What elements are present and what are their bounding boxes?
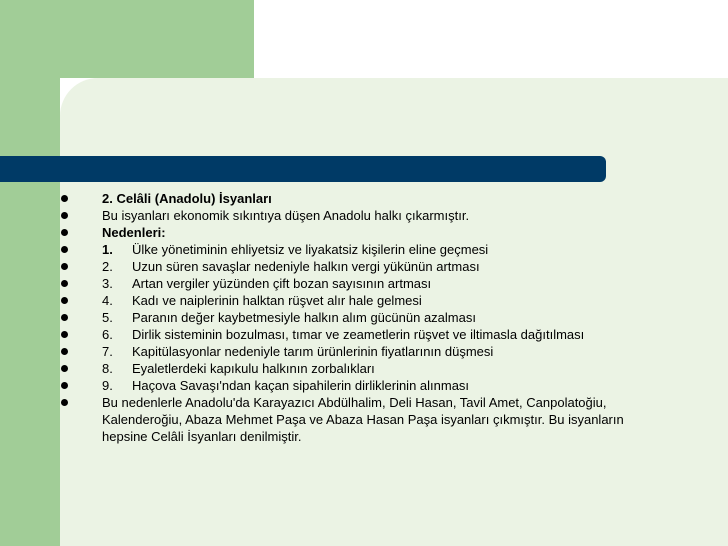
bullet-icon: [61, 212, 68, 219]
list-item-intro: [60, 207, 672, 224]
cause-text: Dirlik sisteminin bozulması, tımar ve zeametlerin rüşvet ve iltimasla dağıtılması: [132, 327, 585, 342]
cause-text: Artan vergiler yüzünden çift bozan sayısının artması: [132, 276, 432, 291]
cause-text: Eyaletlerdeki kapıkulu halkının zorbalıkları: [132, 361, 375, 376]
cause-number: 9.: [102, 378, 113, 393]
title-bar: [0, 156, 606, 182]
intro-text: Bu isyanları ekonomik sıkıntıya düşen Anadolu halkı çıkarmıştır.: [102, 208, 470, 223]
cause-number: 5.: [102, 310, 113, 325]
list-item-cause-8: [60, 360, 672, 377]
cause-text: Kadı ve naiplerinin halktan rüşvet alır hale gelmesi: [132, 293, 422, 308]
bullet-icon: [61, 263, 68, 270]
bullet-icon: [61, 382, 68, 389]
list-item-cause-5: [60, 309, 672, 326]
bullet-icon: [61, 297, 68, 304]
list-item-cause-3: [60, 275, 672, 292]
conclusion-text: Bu nedenlerle Anadolu'da Karayazıcı Abdülhalim, Deli Hasan, Tavil Amet, Canpolatoğiu, Kalenderoğiu, Abaza Mehmet Paşa ve Abaza Hasan Paşa isyanları çıkmıştır. Bu isyanların hepsine Celâli İsyanları denilmiştir.: [102, 395, 624, 444]
list-item-cause-7: [60, 343, 672, 360]
top-green-band: [0, 0, 254, 78]
cause-text: Haçova Savaşı'ndan kaçan sipahilerin dirliklerinin alınması: [132, 378, 470, 393]
cause-text: Paranın değer kaybetmesiyle halkın alım gücünün azalması: [132, 310, 476, 325]
cause-number: 1.: [102, 242, 113, 257]
bullet-list: [60, 190, 672, 445]
cause-number: 2.: [102, 259, 113, 274]
heading-text: 2. Celâli (Anadolu) İsyanları: [102, 191, 272, 206]
cause-number: 4.: [102, 293, 113, 308]
list-item-causes-heading: [60, 224, 672, 241]
list-item-heading: [60, 190, 672, 207]
cause-number: 8.: [102, 361, 113, 376]
list-item-cause-6: [60, 326, 672, 343]
cause-text: Kapitülasyonlar nedeniyle tarım ürünlerinin fiyatlarının düşmesi: [132, 344, 494, 359]
bullet-icon: [61, 246, 68, 253]
list-item-cause-2: [60, 258, 672, 275]
bullet-icon: [61, 348, 68, 355]
bullet-icon: [61, 229, 68, 236]
bullet-icon: [61, 280, 68, 287]
bullet-icon: [61, 331, 68, 338]
cause-text: Uzun süren savaşlar nedeniyle halkın vergi yükünün artması: [132, 259, 480, 274]
left-green-band: [0, 0, 60, 546]
bullet-icon: [61, 195, 68, 202]
cause-text: Ülke yönetiminin ehliyetsiz ve liyakatsiz kişilerin eline geçmesi: [132, 242, 489, 257]
cause-number: 3.: [102, 276, 113, 291]
cause-number: 7.: [102, 344, 113, 359]
bullet-icon: [61, 314, 68, 321]
causes-heading-text: Nedenleri:: [102, 225, 166, 240]
list-item-cause-4: [60, 292, 672, 309]
cause-number: 6.: [102, 327, 113, 342]
list-item-cause-1: [60, 241, 672, 258]
bullet-icon: [61, 365, 68, 372]
list-item-cause-9: [60, 377, 672, 394]
bullet-icon: [61, 399, 68, 406]
list-item-conclusion: [60, 394, 672, 445]
